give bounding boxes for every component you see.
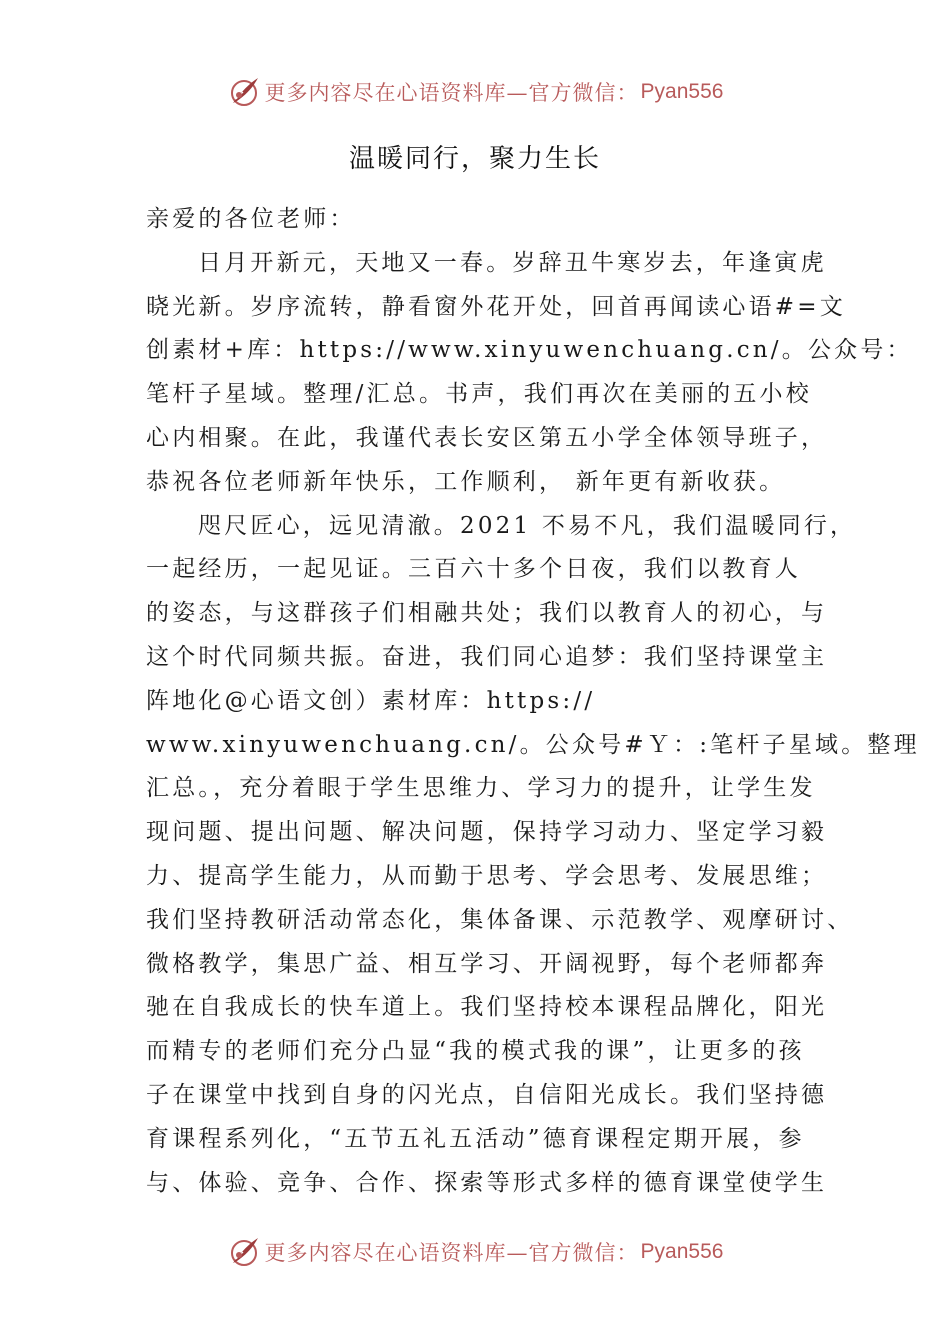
paragraph-line: 创素材+库：https://www.xinyuwenchuang.cn/。公众号： [146, 337, 913, 364]
quill-seal-icon [227, 75, 261, 109]
quill-seal-icon [227, 1235, 261, 1269]
banner-wechat-handle: Pyan556 [640, 1240, 724, 1263]
paragraph-line: 微格教学，集思广益、相互学习、开阔视野，每个老师都奔 [146, 950, 828, 977]
paragraph-line: 子在课堂中找到自身的闪光点，自信阳光成长。我们坚持德 [146, 1081, 828, 1108]
paragraph-line: ⼼内相聚。在此，我谨代表长安区第五小学全体领导班子， [146, 424, 828, 451]
header-banner [0, 72, 950, 112]
banner-wechat-handle: Pyan556 [640, 80, 724, 103]
paragraph-line: 恭祝各位老师新年快乐，工作顺利， 新年更有新收获。 [146, 468, 786, 495]
paragraph-line: 的姿态，与这群孩子们相融共处；我们以教育人的初心，与 [146, 600, 828, 627]
paragraph-line: 咫尺匠心，远见清澈。2021 不易不凡，我们温暖同行， [198, 512, 857, 539]
paragraph-line: 力、提高学生能力，从而勤于思考、学会思考、发展思维； [146, 862, 828, 889]
paragraph-line: 驰在自我成长的快车道上。我们坚持校本课程品牌化，阳光 [146, 994, 828, 1021]
paragraph-line: 一起经历，一起见证。三百六十多个日夜，我们以教育人 [146, 556, 801, 583]
salutation-line: 亲爱的各位老师： [146, 206, 356, 232]
paragraph-line: 育课程系列化，“五节五礼五活动”德育课程定期开展，参 [146, 1125, 805, 1152]
paragraph-line: 日月开新元，天地又一春。岁辞丑牛寒岁去，年逢寅虎 [198, 249, 827, 276]
paragraph-line: 这个时代同频共振。奋进，我们同心追梦：我们坚持课堂主 [146, 643, 828, 670]
document-body [146, 198, 920, 1205]
paragraph-line: 与、体验、竞争、合作、探索等形式多样的德育课堂使学生 [146, 1169, 828, 1196]
paragraph-line: www.xinyuwenchuang.cn/。公众号#Ｙ：:笔杆子星域。整理 [146, 731, 920, 758]
paragraph-line: 我们坚持教研活动常态化，集体备课、示范教学、观摩研讨、 [146, 906, 854, 933]
paragraph-line: 阵地化@心语文创）素材库：https:// [146, 687, 596, 714]
paragraph-line: 笔杆子星域。整理/汇总。书声，我们再次在美丽的五小校 [146, 381, 812, 408]
document-title: 温暖同行，聚力生长 [348, 144, 601, 174]
banner-text: 更多内容尽在心语资料库—官方微信： [264, 81, 639, 105]
banner-text: 更多内容尽在心语资料库—官方微信： [264, 1241, 639, 1265]
paragraph-line: 现问题、提出问题、解决问题，保持学习动力、坚定学习毅 [146, 819, 828, 846]
paragraph-line: 晓光新。岁序流转，静看窗外花开处，回首再闻读心语#=文 [146, 293, 846, 320]
paragraph-line: 而精专的老师们充分凸显“我的模式我的课”，让更多的孩 [146, 1038, 805, 1065]
footer-banner [0, 1232, 950, 1272]
paragraph-line: 汇总。，充分着眼于学生思维力、学习力的提升，让学生发 [146, 775, 816, 802]
